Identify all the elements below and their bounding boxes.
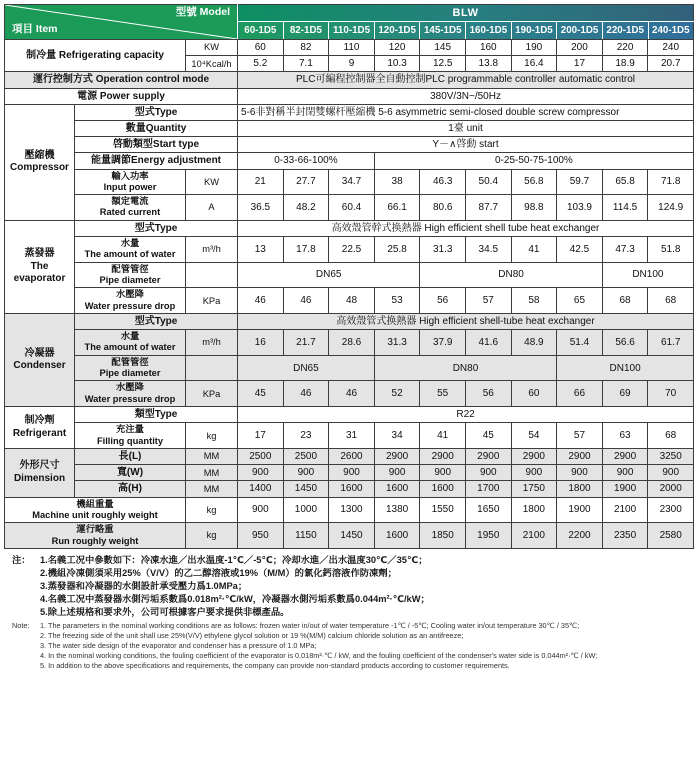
row-label-refrigerating-capacity: 制冷量 Refrigerating capacity <box>5 40 186 72</box>
spec-value-cell: 1450 <box>283 481 329 497</box>
spec-value-cell: 34 <box>374 423 420 449</box>
row-label-type: 型式Type <box>75 313 238 329</box>
row-label-run-weight: 運行略重 Run roughly weight <box>5 523 186 549</box>
unit-cell: MM <box>186 448 238 464</box>
spec-value-cell: 1150 <box>283 523 329 549</box>
spec-value-cell: 28.6 <box>329 330 375 356</box>
spec-value-cell: 36.5 <box>238 195 284 221</box>
row-label-type: 型式Type <box>75 104 238 120</box>
unit-cell: A <box>186 195 238 221</box>
spec-value-cell: 65 <box>557 288 603 314</box>
spec-value-cell: 2900 <box>374 448 420 464</box>
spec-value-cell: 51.8 <box>648 237 694 263</box>
model-column-header: 190-1D5 <box>511 22 557 39</box>
spec-value-cell: 900 <box>374 465 420 481</box>
spec-value-cell: 240 <box>648 40 694 56</box>
unit-cell-empty <box>186 355 238 381</box>
row-label-length: 長(L) <box>75 448 186 464</box>
spec-value-cell: 1800 <box>557 481 603 497</box>
spec-value-cell: 45 <box>465 423 511 449</box>
value-condenser-type: 高效殼管式换熱器 High efficient shell-tube heat exchanger <box>238 313 694 329</box>
model-column-header: 160-1D5 <box>465 22 511 39</box>
spec-value-cell: 51.4 <box>557 330 603 356</box>
note-line: 1.名義工况中參數如下：冷凍水進／出水温度-1℃／-5℃；冷却水進／出水温度30℃／35℃； <box>40 554 428 565</box>
spec-value-cell: 950 <box>238 523 284 549</box>
spec-value-cell: 46 <box>283 288 329 314</box>
spec-value-cell: 48.2 <box>283 195 329 221</box>
spec-value-cell: 38 <box>374 169 420 195</box>
spec-value-cell: 98.8 <box>511 195 557 221</box>
spec-value-cell: 2000 <box>648 481 694 497</box>
spec-value-cell: 56.6 <box>602 330 648 356</box>
row-label-pipe-diameter: 配管管徑 Pipe diameter <box>75 355 186 381</box>
notes-english <box>12 621 697 671</box>
spec-value-cell: 1380 <box>374 497 420 523</box>
value-power-supply: 380V/3N~/50Hz <box>238 88 694 104</box>
spec-value-cell: 900 <box>420 465 466 481</box>
section-label-dimension: 外形尺寸 Dimension <box>5 448 75 497</box>
spec-value-cell: 1000 <box>283 497 329 523</box>
spec-value-cell: 1900 <box>557 497 603 523</box>
spec-value-cell: 2350 <box>602 523 648 549</box>
value-pipe-dn100: DN100 <box>602 262 693 288</box>
model-column-header: 82-1D5 <box>283 22 329 39</box>
spec-value-cell: 1600 <box>329 481 375 497</box>
spec-value-cell: 2500 <box>238 448 284 464</box>
model-column-header: 200-1D5 <box>556 22 602 39</box>
spec-value-cell: 5.2 <box>238 56 284 72</box>
spec-value-cell: 56 <box>420 288 466 314</box>
item-axis-label: 項目 Item <box>12 23 58 36</box>
spec-value-cell: 114.5 <box>602 195 648 221</box>
note-line: 4. In the nominal working conditions, the fouling coefficient of the evaporator is 0.018m²·℃ / kW, and the fouling coefficient of the condenser's water side is 0.044m²·℃ / kW; <box>40 650 598 660</box>
value-pipe-dn65: DN65 <box>238 262 420 288</box>
model-axis-label: 型號 Model <box>175 6 231 18</box>
spec-value-cell: 1600 <box>374 523 420 549</box>
section-label-evaporator: 蒸發器 The evaporator <box>5 220 75 313</box>
spec-value-cell: 87.7 <box>465 195 511 221</box>
spec-value-cell: 47.3 <box>602 237 648 263</box>
note-line: 2. The freezing side of the unit shall use 25%(V/V) ethylene glycol solution or 19 %(M/M) calcium chloride solution as an antifreeze; <box>40 630 464 640</box>
spec-value-cell: 41 <box>511 237 557 263</box>
spec-value-cell: 70 <box>648 381 694 407</box>
model-column-header: 240-1D5 <box>648 22 694 39</box>
spec-value-cell: 3250 <box>648 448 694 464</box>
row-label-type: 型式Type <box>75 220 238 236</box>
spec-value-cell: 80.6 <box>420 195 466 221</box>
notes-chinese <box>12 554 697 619</box>
spec-value-cell: 21 <box>238 169 284 195</box>
row-label-rated-current: 額定電流 Rated current <box>75 195 186 221</box>
unit-cell-empty <box>186 262 238 288</box>
spec-value-cell: 18.9 <box>602 56 648 72</box>
unit-cell: KPa <box>186 288 238 314</box>
spec-value-cell: 2200 <box>557 523 603 549</box>
spec-value-cell: 1300 <box>329 497 375 523</box>
spec-value-cell: 68 <box>602 288 648 314</box>
unit-cell: MM <box>186 465 238 481</box>
row-label-water-pressure-drop: 水壓降 Water pressure drop <box>75 288 186 314</box>
value-start-type: Y－∧啓動 start <box>238 137 694 153</box>
note-line: 5.除上述規格和要求外，公司可根據客户要求提供非標產品。 <box>40 606 290 617</box>
unit-cell: kg <box>186 423 238 449</box>
spec-value-cell: 7.1 <box>283 56 329 72</box>
spec-value-cell: 220 <box>602 40 648 56</box>
spec-value-cell: 1750 <box>511 481 557 497</box>
spec-table <box>4 4 694 549</box>
spec-value-cell: 46.3 <box>420 169 466 195</box>
row-label-height: 高(H) <box>75 481 186 497</box>
value-evaporator-type: 高效殼管幹式换熱器 High efficient shell tube heat exchanger <box>238 220 694 236</box>
spec-value-cell: 31 <box>329 423 375 449</box>
spec-value-cell: 13.8 <box>465 56 511 72</box>
section-label-refrigerant: 制冷劑 Refrigerant <box>5 407 75 449</box>
spec-value-cell: 2900 <box>465 448 511 464</box>
spec-value-cell: 65.8 <box>602 169 648 195</box>
unit-cell: m³/h <box>186 330 238 356</box>
note-line: 2.機組冷凍側須采用25%（V/V）的乙二醇溶液或19%（M/M）的氯化鈣溶液作防凍劑； <box>40 567 397 578</box>
spec-value-cell: 1450 <box>329 523 375 549</box>
value-pipe-dn80: DN80 <box>420 262 602 288</box>
spec-value-cell: 900 <box>465 465 511 481</box>
note-line: 3. The water side design of the evaporator and condenser has a pressure of 1.0 MPa; <box>40 640 317 650</box>
model-column-header: 145-1D5 <box>419 22 465 39</box>
spec-value-cell: 1600 <box>374 481 420 497</box>
diagonal-header-cell <box>5 5 238 40</box>
spec-value-cell: 50.4 <box>465 169 511 195</box>
spec-value-cell: 2900 <box>602 448 648 464</box>
spec-value-cell: 69 <box>602 381 648 407</box>
unit-cell: KPa <box>186 381 238 407</box>
spec-value-cell: 68 <box>648 288 694 314</box>
spec-value-cell: 42.5 <box>557 237 603 263</box>
spec-value-cell: 2900 <box>557 448 603 464</box>
spec-value-cell: 45 <box>238 381 284 407</box>
section-label-condenser: 冷凝器 Condenser <box>5 313 75 406</box>
spec-value-cell: 2900 <box>511 448 557 464</box>
spec-value-cell: 10.3 <box>374 56 420 72</box>
spec-value-cell: 27.7 <box>283 169 329 195</box>
spec-value-cell: 900 <box>557 465 603 481</box>
spec-value-cell: 68 <box>648 423 694 449</box>
value-operation-control-mode: PLC可編程控制器全自動控制PLC programmable controller automatic control <box>238 72 694 88</box>
spec-value-cell: 9 <box>329 56 375 72</box>
spec-value-cell: 900 <box>238 465 284 481</box>
spec-value-cell: 66.1 <box>374 195 420 221</box>
row-label-start-type: 啓動類型Start type <box>75 137 238 153</box>
note-line: 1. The parameters in the nominal working conditions are as follows: frozen water in/out of water temperature -1℃ / -5℃; Cooling water in/out temperature 30℃ / 35℃; <box>40 620 580 630</box>
note-line: 5. In addition to the above specifications and requirements, the company can provide non-standard products according to customer requirements. <box>40 660 510 670</box>
value-pipe-dn100: DN100 <box>557 355 694 381</box>
row-label-input-power: 輸入功率 Input power <box>75 169 186 195</box>
spec-value-cell: 34.7 <box>329 169 375 195</box>
spec-value-cell: 2580 <box>648 523 694 549</box>
spec-value-cell: 82 <box>283 40 329 56</box>
unit-cell: MM <box>186 481 238 497</box>
row-label-machine-unit-weight: 機組重量 Machine unit roughly weight <box>5 497 186 523</box>
spec-value-cell: 31.3 <box>420 237 466 263</box>
spec-value-cell: 1700 <box>465 481 511 497</box>
spec-value-cell: 190 <box>511 40 557 56</box>
spec-value-cell: 54 <box>511 423 557 449</box>
spec-value-cell: 2500 <box>283 448 329 464</box>
spec-value-cell: 1550 <box>420 497 466 523</box>
value-energy-adjustment-b: 0-25-50-75-100% <box>374 153 693 169</box>
row-label-water-amount: 水量 The amount of water <box>75 237 186 263</box>
model-column-header: 220-1D5 <box>602 22 648 39</box>
spec-value-cell: 124.9 <box>648 195 694 221</box>
spec-value-cell: 900 <box>283 465 329 481</box>
spec-value-cell: 46 <box>283 381 329 407</box>
spec-value-cell: 21.7 <box>283 330 329 356</box>
brand-label: BLW <box>452 6 479 19</box>
unit-cell: kg <box>186 497 238 523</box>
spec-value-cell: 61.7 <box>648 330 694 356</box>
value-pipe-dn80: DN80 <box>374 355 556 381</box>
row-label-filling-quantity: 充注量 Filling quantity <box>75 423 186 449</box>
spec-value-cell: 25.8 <box>374 237 420 263</box>
row-label-energy-adjustment: 能量調節Energy adjustment <box>75 153 238 169</box>
spec-value-cell: 53 <box>374 288 420 314</box>
spec-value-cell: 46 <box>329 381 375 407</box>
unit-cell: 10⁴Kcal/h <box>186 56 238 72</box>
spec-value-cell: 23 <box>283 423 329 449</box>
spec-value-cell: 2900 <box>420 448 466 464</box>
spec-value-cell: 1800 <box>511 497 557 523</box>
note-line: 3.蒸發器和冷凝器的水側設計承受壓力爲1.0MPa； <box>40 580 248 591</box>
spec-value-cell: 2100 <box>602 497 648 523</box>
row-label-power-supply: 電源 Power supply <box>5 88 238 104</box>
unit-cell: kg <box>186 523 238 549</box>
spec-value-cell: 1400 <box>238 481 284 497</box>
spec-value-cell: 900 <box>238 497 284 523</box>
spec-value-cell: 110 <box>329 40 375 56</box>
value-energy-adjustment-a: 0-33-66-100% <box>238 153 375 169</box>
spec-value-cell: 2600 <box>329 448 375 464</box>
spec-value-cell: 66 <box>557 381 603 407</box>
model-column-header: 110-1D5 <box>328 22 374 39</box>
value-pipe-dn65: DN65 <box>238 355 375 381</box>
model-header-row <box>238 22 694 40</box>
value-quantity: 1臺 unit <box>238 120 694 136</box>
notes-english-label: Note: <box>12 620 30 630</box>
brand-header <box>238 5 694 22</box>
unit-cell: m³/h <box>186 237 238 263</box>
row-label-water-amount: 水量 The amount of water <box>75 330 186 356</box>
spec-value-cell: 2300 <box>648 497 694 523</box>
row-label-width: 寬(W) <box>75 465 186 481</box>
spec-value-cell: 56 <box>465 381 511 407</box>
spec-value-cell: 17 <box>557 56 603 72</box>
spec-value-cell: 31.3 <box>374 330 420 356</box>
spec-value-cell: 20.7 <box>648 56 694 72</box>
spec-value-cell: 63 <box>602 423 648 449</box>
model-column-header: 60-1D5 <box>244 25 277 36</box>
spec-value-cell: 55 <box>420 381 466 407</box>
spec-value-cell: 37.9 <box>420 330 466 356</box>
unit-cell: KW <box>186 40 238 56</box>
spec-value-cell: 71.8 <box>648 169 694 195</box>
spec-value-cell: 16 <box>238 330 284 356</box>
spec-value-cell: 52 <box>374 381 420 407</box>
unit-cell: KW <box>186 169 238 195</box>
notes-chinese-label: 注： <box>12 554 31 565</box>
row-label-type: 類型Type <box>75 407 238 423</box>
spec-value-cell: 60 <box>238 40 284 56</box>
value-compressor-type: 5-6非對稱半封閉雙螺杆壓縮機 5-6 asymmetric semi-closed double screw compressor <box>238 104 694 120</box>
spec-value-cell: 145 <box>420 40 466 56</box>
spec-value-cell: 17 <box>238 423 284 449</box>
spec-value-cell: 103.9 <box>557 195 603 221</box>
spec-value-cell: 2100 <box>511 523 557 549</box>
section-label-compressor: 壓縮機 Compressor <box>5 104 75 220</box>
spec-value-cell: 160 <box>465 40 511 56</box>
spec-value-cell: 200 <box>557 40 603 56</box>
spec-value-cell: 60.4 <box>329 195 375 221</box>
spec-value-cell: 900 <box>329 465 375 481</box>
spec-value-cell: 34.5 <box>465 237 511 263</box>
spec-value-cell: 1850 <box>420 523 466 549</box>
spec-value-cell: 900 <box>602 465 648 481</box>
row-label-operation-control-mode: 運行控制方式 Operation control mode <box>5 72 238 88</box>
spec-value-cell: 1950 <box>465 523 511 549</box>
spec-value-cell: 17.8 <box>283 237 329 263</box>
note-line: 4.名義工况中蒸發器水側污垢系數爲0.018m²·℃/kW，冷凝器水側污垢系數爲0.044m²·℃/kW； <box>40 593 430 604</box>
spec-value-cell: 57 <box>465 288 511 314</box>
spec-value-cell: 16.4 <box>511 56 557 72</box>
spec-value-cell: 1600 <box>420 481 466 497</box>
spec-value-cell: 41.6 <box>465 330 511 356</box>
notes <box>4 554 697 671</box>
spec-value-cell: 900 <box>511 465 557 481</box>
spec-value-cell: 60 <box>511 381 557 407</box>
spec-value-cell: 58 <box>511 288 557 314</box>
spec-value-cell: 22.5 <box>329 237 375 263</box>
spec-value-cell: 900 <box>648 465 694 481</box>
spec-value-cell: 13 <box>238 237 284 263</box>
row-label-pipe-diameter: 配管管徑 Pipe diameter <box>75 262 186 288</box>
spec-value-cell: 57 <box>557 423 603 449</box>
spec-value-cell: 1650 <box>465 497 511 523</box>
spec-value-cell: 41 <box>420 423 466 449</box>
value-refrigerant-type: R22 <box>238 407 694 423</box>
spec-value-cell: 48 <box>329 288 375 314</box>
spec-value-cell: 56.8 <box>511 169 557 195</box>
row-label-quantity: 數量Quantity <box>75 120 238 136</box>
spec-value-cell: 46 <box>238 288 284 314</box>
model-column-header: 120-1D5 <box>374 22 420 39</box>
spec-value-cell: 120 <box>374 40 420 56</box>
spec-value-cell: 12.5 <box>420 56 466 72</box>
spec-value-cell: 1900 <box>602 481 648 497</box>
spec-value-cell: 59.7 <box>557 169 603 195</box>
spec-value-cell: 48.9 <box>511 330 557 356</box>
row-label-water-pressure-drop: 水壓降 Water pressure drop <box>75 381 186 407</box>
